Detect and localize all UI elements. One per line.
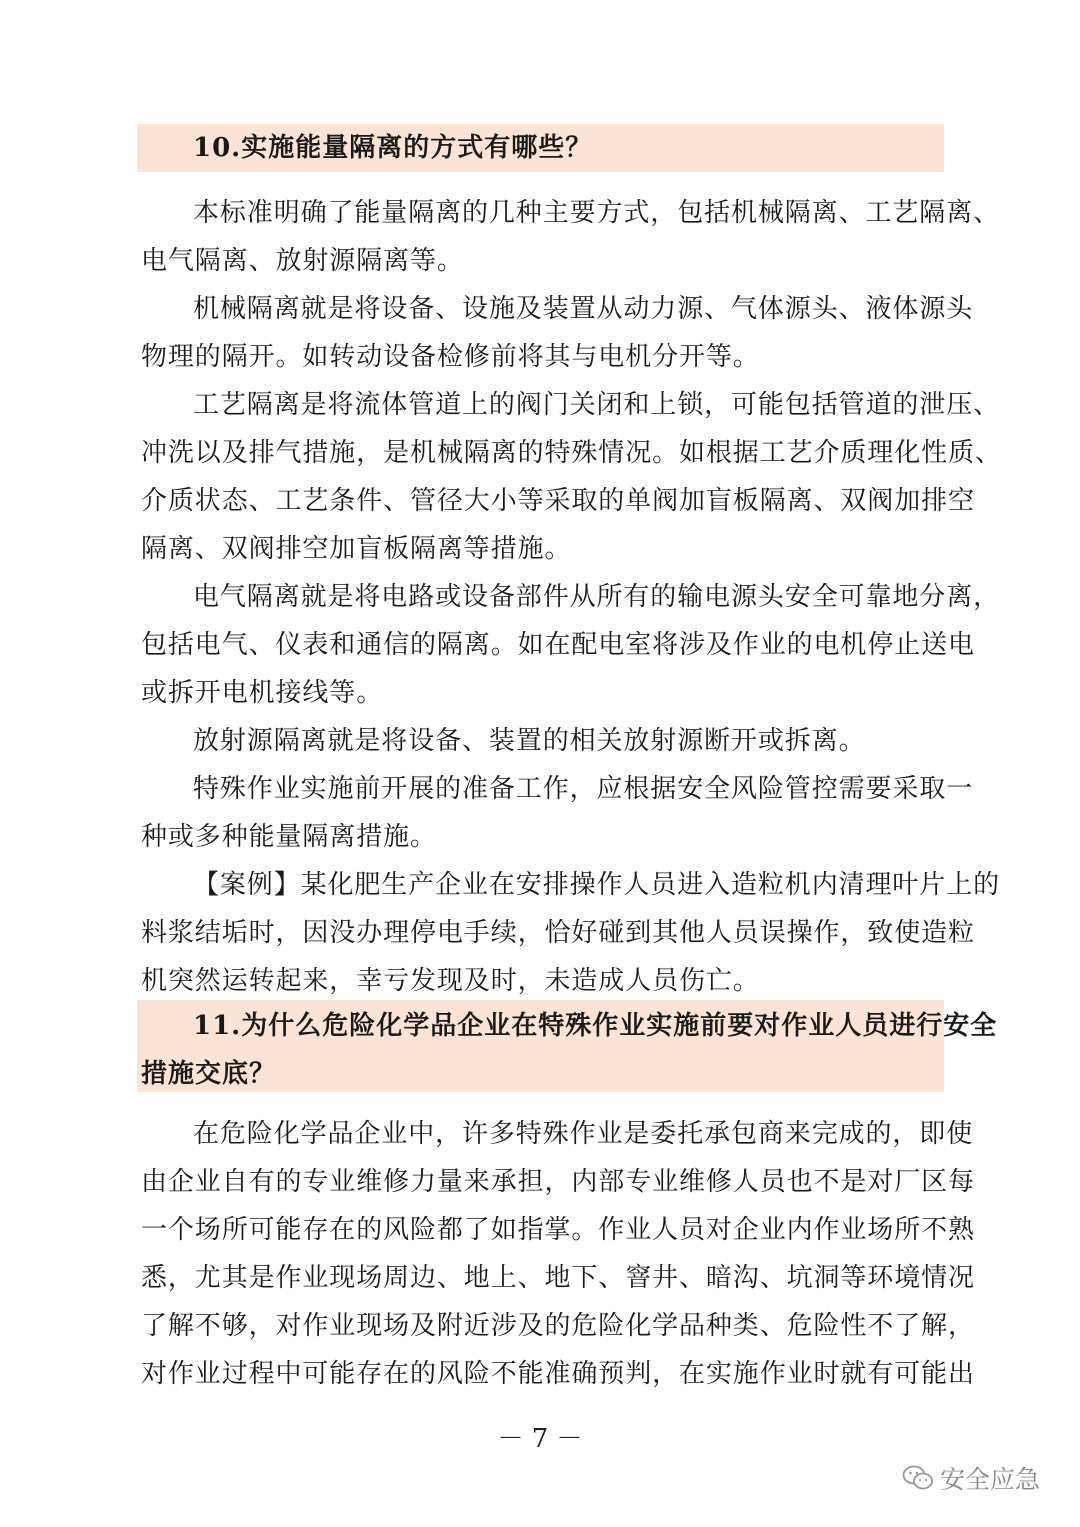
paragraph-line: 料浆结垢时，因没办理停电手续，恰好碰到其他人员误操作，致使造粒 <box>141 918 975 948</box>
paragraph-line: 机械隔离就是将设备、设施及装置从动力源、气体源头、液体源头 <box>193 294 974 324</box>
paragraph-line: 隔离、双阀排空加盲板隔离等措施。 <box>141 534 572 564</box>
paragraph-line: 种或多种能量隔离措施。 <box>141 822 437 852</box>
paragraph-line: 由企业自有的专业维修力量来承担，内部专业维修人员也不是对厂区每 <box>141 1167 975 1197</box>
wechat-icon <box>902 1464 934 1492</box>
paragraph-line: 冲洗以及排气措施，是机械隔离的特殊情况。如根据工艺介质理化性质、 <box>141 438 1002 468</box>
section-11-heading <box>137 1000 998 1092</box>
paragraph-line: 电气隔离就是将电路或设备部件从所有的输电源头安全可靠地分离， <box>193 582 1001 612</box>
watermark <box>902 1460 1040 1496</box>
paragraph-line: 对作业过程中可能存在的风险不能准确预判，在实施作业时就有可能出 <box>141 1359 975 1389</box>
section-11-title-line-1: 11.为什么危险化学品企业在特殊作业实施前要对作业人员进行安全 <box>193 1011 998 1041</box>
section-11-title-line-2: 措施交底？ <box>141 1059 277 1089</box>
paragraph-line: 【案例】某化肥生产企业在安排操作人员进入造粒机内清理叶片上的 <box>193 870 1001 900</box>
paragraph-line: 了解不够，对作业现场及附近涉及的危险化学品种类、危险性不了解， <box>141 1311 975 1341</box>
paragraph-line: 悉，尤其是作业现场周边、地上、地下、窨井、暗沟、坑洞等环境情况 <box>141 1263 975 1293</box>
paragraph-line: 介质状态、工艺条件、管径大小等采取的单阀加盲板隔离、双阀加排空 <box>141 486 975 516</box>
paragraph-line: 物理的隔开。如转动设备检修前将其与电机分开等。 <box>141 342 760 372</box>
page-number: － 7 － <box>497 1424 583 1454</box>
paragraph-line: 特殊作业实施前开展的准备工作，应根据安全风险管控需要采取一 <box>193 774 974 804</box>
section-10-title: 10.实施能量隔离的方式有哪些？ <box>193 133 593 163</box>
section-10-heading <box>137 124 944 172</box>
paragraph-line: 本标准明确了能量隔离的几种主要方式，包括机械隔离、工艺隔离、 <box>193 198 1001 228</box>
watermark-text: 安全应急 <box>940 1465 1041 1494</box>
paragraph-line: 包括电气、仪表和通信的隔离。如在配电室将涉及作业的电机停止送电 <box>141 630 975 660</box>
paragraph-line: 工艺隔离是将流体管道上的阀门关闭和上锁，可能包括管道的泄压、 <box>193 390 1001 420</box>
paragraph-line: 放射源隔离就是将设备、装置的相关放射源断开或拆离。 <box>193 726 866 756</box>
paragraph-line: 电气隔离、放射源隔离等。 <box>141 246 464 276</box>
paragraph-line: 在危险化学品企业中，许多特殊作业是委托承包商来完成的，即使 <box>193 1119 974 1149</box>
paragraph-line: 机突然运转起来，幸亏发现及时，未造成人员伤亡。 <box>141 966 760 996</box>
paragraph-line: 或拆开电机接线等。 <box>141 678 384 708</box>
paragraph-line: 一个场所可能存在的风险都了如指掌。作业人员对企业内作业场所不熟 <box>141 1215 975 1245</box>
